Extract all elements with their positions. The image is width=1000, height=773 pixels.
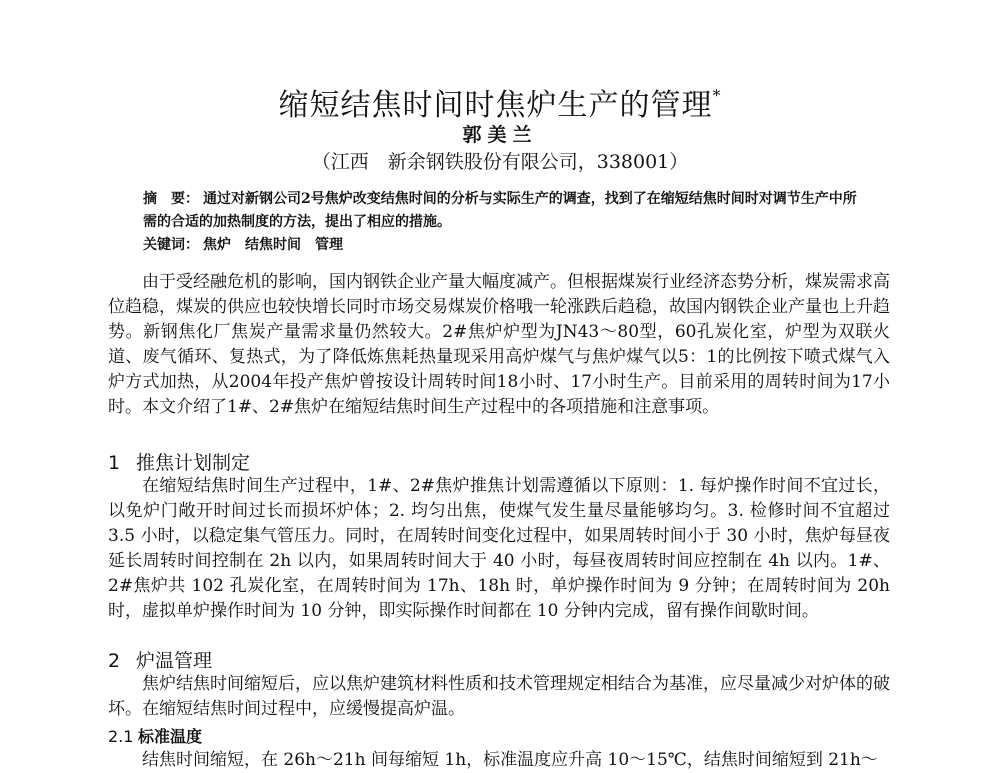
section-1-body [108,474,890,624]
section-2-title: 炉温管理 [136,650,213,672]
title-footnote-mark: * [712,86,722,105]
author-affiliation: （江西 新余钢铁股份有限公司，338001） [311,151,689,173]
section-1-paragraph: 在缩短结焦时间生产过程中，1#、2#焦炉推焦计划需遵循以下原则：1. 每炉操作时间不宜过长，以免炉门敞开时间过长而损坏炉体；2. 均匀出焦，使煤气发生量尽量能够均匀。3. 检修时间不宜超过 3.5 小时，以稳定集气管压力。同时，在周转时间变化过程中，如果周转时间小于 30 小时，焦炉每昼夜延长周转时间控制在 2h 以内，如果周转时间大于 40 小时，每昼夜周转时间应控制在 4h 以内。1#、2#焦炉共 102 孔炭化室，在周转时间为 17h、18h 时，单炉操作时间为 9 分钟；在周转时间为 20h 时，虚拟单炉操作时间为 10 分钟，即实际操作时间都在 10 分钟内完成，留有操作间歇时间。 [108,476,890,621]
section-2-number: 2 [108,650,121,672]
section-2-heading [108,646,212,673]
intro-section [108,270,890,420]
keywords-text: 焦炉 结焦时间 管理 [203,237,343,253]
abstract-paragraph [143,188,863,234]
section-2-1-heading [108,724,202,747]
abstract-block [143,188,863,257]
section-2-body [108,672,890,722]
abstract-label: 摘 要： [143,191,199,207]
section-2-1-title: 标准温度 [138,727,203,746]
author-name: 郭美兰 [462,124,538,146]
section-1-number: 1 [108,452,121,474]
paper-title-text: 缩短结焦时间时焦炉生产的管理 [278,88,713,123]
section-1-title: 推焦计划制定 [136,452,251,474]
section-2-1-paragraph: 结焦时间缩短，在 26h～21h 间每缩短 1h，标准温度应升高 10～15℃，结焦时间缩短到 21h～ [142,750,878,770]
section-2-1-number: 2.1 [108,727,134,746]
intro-paragraph: 由于受经融危机的影响，国内钢铁企业产量大幅度减产。但根据煤炭行业经济态势分析，煤炭需求高位趋稳，煤炭的供应也较快增长同时市场交易煤炭价格哦一轮涨跌后趋稳，故国内钢铁企业产量也上升趋势。新钢焦化厂焦炭产量需求量仍然较大。2#焦炉炉型为JN43～80型，60孔炭化室，炉型为双联火道、废气循环、复热式，为了降低炼焦耗热量现采用高炉煤气与焦炉煤气以5：1的比例按下喷式煤气入炉方式加热，从2004年投产焦炉曾按设计周转时间18小时、17小时生产。目前采用的周转时间为17小时。本文介绍了1#、2#焦炉在缩短结焦时间生产过程中的各项措施和注意事项。 [108,272,890,417]
keywords-paragraph [143,234,863,257]
paper-title [0,78,1000,124]
keywords-label: 关键词： [143,237,199,253]
section-2-paragraph: 焦炉结焦时间缩短后，应以焦炉建筑材料性质和技术管理规定相结合为基准，应尽量减少对炉体的破坏。在缩短结焦时间过程中，应缓慢提高炉温。 [108,674,890,719]
section-1-heading [108,448,250,475]
abstract-text: 通过对新钢公司2号焦炉改变结焦时间的分析与实际生产的调查，找到了在缩短结焦时间时对调节生产中所需的合适的加热制度的方法，提出了相应的措施。 [143,191,857,230]
section-2-1-body [108,748,890,773]
